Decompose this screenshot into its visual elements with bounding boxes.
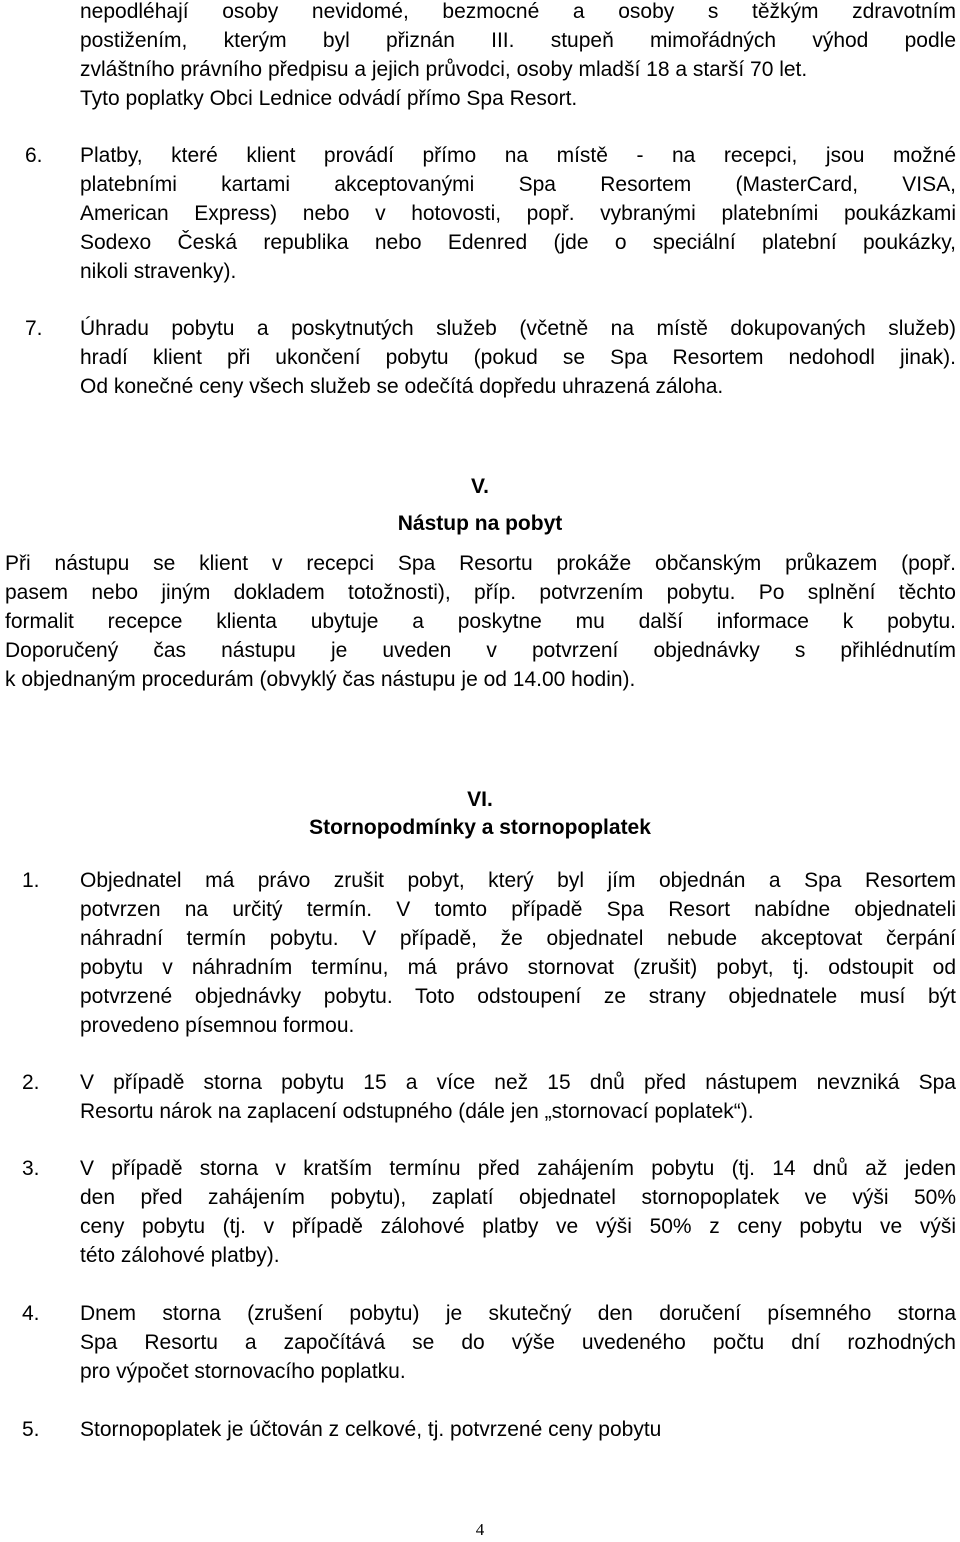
section-numeral: V. [471,475,489,498]
paragraph-line: nikoli stravenky). [80,260,237,283]
paragraph-line: provedeno písemnou formou. [80,1014,355,1037]
paragraph-line: nepodléhají osoby nevidomé, bezmocné a osoby s těžkým zdravotním [80,0,956,23]
paragraph-line: platebními kartami akceptovanými Spa Resortem (MasterCard, VISA, [80,173,956,196]
paragraph-line: American Express) nebo v hotovosti, popř. vybranými platebními poukázkami [80,202,956,225]
paragraph-line: Úhradu pobytu a poskytnutých služeb (včetně na místě dokupovaných služeb) [80,317,956,340]
paragraph-line: Dnem storna (zrušení pobytu) je skutečný den doručení písemného storna [80,1302,956,1325]
paragraph-line: postižením, kterým byl přiznán III. stupeň mimořádných výhod podle [80,29,956,52]
paragraph-line: Od konečné ceny všech služeb se odečítá dopředu uhrazená záloha. [80,375,724,398]
paragraph-line: ceny pobytu (tj. v případě zálohové platby ve výši 50% z ceny pobytu ve výši [80,1215,956,1238]
item-number: 2. [22,1071,40,1094]
page-number: 4 [475,1520,485,1539]
item-number: 1. [22,869,40,892]
section-title: Nástup na pobyt [397,512,563,535]
paragraph-line: den před zahájením pobytu), zaplatí objednatel stornopoplatek ve výši 50% [80,1186,956,1209]
paragraph-line: Platby, které klient provádí přímo na místě - na recepci, jsou možné [80,144,956,167]
paragraph-line: V případě storna v kratším termínu před zahájením pobytu (tj. 14 dnů až jeden [80,1157,956,1180]
paragraph-line: Sodexo Česká republika nebo Edenred (jde o speciální platební poukázky, [80,231,956,254]
section-numeral: VI. [467,788,493,811]
item-number: 3. [22,1157,40,1180]
paragraph-line: zvláštního právního předpisu a jejich průvodci, osoby mladší 18 a starší 70 let. [80,58,808,81]
item-number: 4. [22,1302,40,1325]
paragraph-line: potvrzen na určitý termín. V tomto případě Spa Resort nabídne objednateli [80,898,956,921]
item-number: 7. [25,317,43,340]
paragraph-line: náhradní termín pobytu. V případě, že objednatel nebude akceptovat čerpání [80,927,956,950]
paragraph-line: V případě storna pobytu 15 a více než 15 dnů před nástupem nevzniká Spa [80,1071,956,1094]
item-number: 6. [25,144,43,167]
paragraph-line: Objednatel má právo zrušit pobyt, který byl jím objednán a Spa Resortem [80,869,956,892]
paragraph-line: této zálohové platby). [80,1244,280,1267]
paragraph-line: Tyto poplatky Obci Lednice odvádí přímo Spa Resort. [80,87,578,110]
paragraph-line: potvrzené objednávky pobytu. Toto odstoupení ze strany objednatele musí být [80,985,956,1008]
paragraph-line: pasem nebo jiným dokladem totožnosti), příp. potvrzením pobytu. Po splnění těchto [5,581,956,604]
item-number: 5. [22,1418,40,1441]
paragraph-line: Při nástupu se klient v recepci Spa Resortu prokáže občanským průkazem (popř. [5,552,956,575]
paragraph-line: hradí klient při ukončení pobytu (pokud se Spa Resortem nedohodl jinak). [80,346,956,369]
paragraph-line: Spa Resortu a započítává se do výše uvedeného počtu dní rozhodných [80,1331,956,1354]
paragraph-line: pobytu v náhradním termínu, má právo stornovat (zrušit) pobyt, tj. odstoupit od [80,956,956,979]
paragraph-line: Doporučený čas nástupu je uveden v potvrzení objednávky s přihlédnutím [5,639,956,662]
paragraph-line: Stornopoplatek je účtován z celkové, tj. potvrzené ceny pobytu [80,1418,662,1441]
paragraph-line: Resortu nárok na zaplacení odstupného (dále jen „stornovací poplatek“). [80,1100,754,1123]
paragraph-line: formalit recepce klienta ubytuje a poskytne mu další informace k pobytu. [5,610,956,633]
paragraph-line: pro výpočet stornovacího poplatku. [80,1360,406,1383]
section-title: Stornopodmínky a stornopoplatek [309,816,651,839]
paragraph-line: k objednaným procedurám (obvyklý čas nástupu je od 14.00 hodin). [5,668,636,691]
